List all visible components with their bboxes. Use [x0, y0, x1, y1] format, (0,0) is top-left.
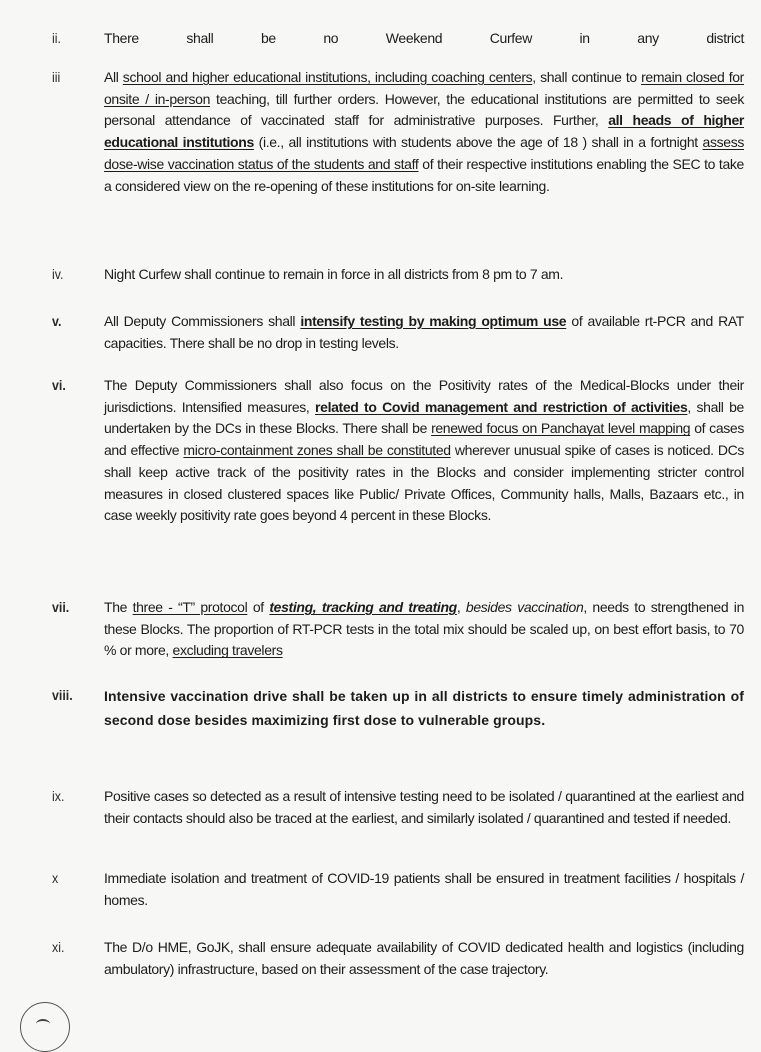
clause-numeral: vii. — [52, 600, 70, 615]
text-run: Intensive vaccination drive shall be taken up in all districts to ensure timely administration of second dose besides maximizing first dose to vulnerable groups. — [104, 688, 744, 728]
text-run: Immediate isolation and treatment of COVID-19 patients shall be ensured in treatment facilities / hospitals / homes. — [104, 870, 744, 908]
text-run: , shall be undertaken by the DCs in these Blocks. There shall be — [104, 398, 744, 437]
text-run: All — [104, 69, 123, 85]
underlined-text: assess dose-wise vaccination status of the students and staff — [104, 134, 745, 172]
clause-text — [104, 264, 744, 286]
underlined-text: renewed focus on Panchayat level mapping — [431, 420, 691, 437]
clause-text — [104, 868, 744, 911]
clause-text — [104, 311, 744, 354]
text-run: of available rt-PCR and RAT capacities. There shall be no drop in testing levels. — [104, 313, 744, 351]
clause-numeral: viii. — [52, 688, 73, 703]
clause-numeral: vi. — [52, 378, 66, 393]
clause-text — [104, 786, 744, 829]
text-run: teaching, till further orders. However, the educational institutions are permitted to seek personal attendance of vaccinated staff for administrative purposes. Further, — [104, 90, 745, 129]
text-run: wherever unusual spike of cases is noticed. DCs shall keep active track of the positivity rates in the Blocks and consider implementing stricter control measures in closed clustered spaces like Public/ Private Offices, Community halls, Malls, Bazaars etc., in case weekly positivity rate goes beyond 4 percent in these Blocks. — [104, 442, 745, 524]
bold-italic-underlined-text: testing, tracking and treating — [269, 599, 457, 615]
bold-underlined-text: related to Covid management and restriction of activities — [315, 398, 688, 415]
text-run: The D/o HME, GoJK, shall ensure adequate availability of COVID dedicated health and logistics (including ambulatory) infrastructure, based on their assessment of the case trajectory. — [104, 939, 744, 977]
clause-numeral: ix. — [52, 789, 65, 804]
text-run: (i.e., all institutions with students above the age of 18 ) shall in a fortnight — [253, 134, 703, 151]
clause-text — [104, 28, 744, 50]
clause-numeral: xi. — [52, 940, 65, 955]
underlined-text: remain closed for onsite / in-person — [104, 69, 744, 107]
text-run: All Deputy Commissioners shall — [104, 313, 301, 329]
clause-text — [104, 67, 744, 197]
clause-numeral: iii — [52, 70, 61, 85]
text-run: Night Curfew shall continue to remain in force in all districts from 8 pm to 7 am. — [104, 266, 564, 282]
text-run: , shall continue to — [532, 69, 642, 85]
clause-text — [104, 375, 744, 527]
text-run: , — [456, 599, 466, 615]
underlined-text: three - “T” protocol — [132, 599, 248, 615]
text-run: The Deputy Commissioners shall also focus on the Positivity rates of the Medical-Blocks under their jurisdictions. Intensified measures, — [104, 377, 744, 415]
text-run: There shall be no Weekend Curfew in any district — [104, 30, 744, 46]
underlined-text: excluding travelers — [172, 642, 283, 659]
text-run: Positive cases so detected as a result of intensive testing need to be isolated / quarantined at the earliest and their contacts should also be traced at the earliest, and similarly isolated / quarantined and tested if needed. — [104, 788, 744, 826]
text-run: of — [247, 599, 270, 615]
underlined-text: school and higher educational institutions, including coaching centers — [122, 69, 533, 85]
underlined-text: micro-containment zones shall be constituted — [183, 442, 451, 459]
clause-numeral: v. — [52, 314, 62, 329]
text-run: of their respective institutions enabling the SEC to take a considered view on the re-opening of these institutions for on-site learning. — [104, 155, 744, 194]
text-run: of cases and effective — [104, 420, 744, 459]
text-run: The — [104, 599, 133, 615]
bold-underlined-text: intensify testing by making optimum use — [300, 313, 567, 329]
italic-text: besides vaccination — [465, 599, 584, 615]
official-stamp-mark — [20, 1002, 70, 1052]
clause-numeral: ii. — [52, 31, 61, 46]
clause-text — [104, 685, 744, 732]
clause-text — [104, 597, 744, 662]
clause-text — [104, 937, 744, 980]
clause-numeral: x — [52, 871, 59, 886]
bold-underlined-text: all heads of higher educational institutions — [104, 112, 744, 151]
text-run: , needs to strengthened in these Blocks. The proportion of RT-PCR tests in the total mix should be scaled up, on best effort basis, to 70 % or more, — [104, 599, 744, 659]
clause-numeral: iv. — [52, 267, 64, 282]
